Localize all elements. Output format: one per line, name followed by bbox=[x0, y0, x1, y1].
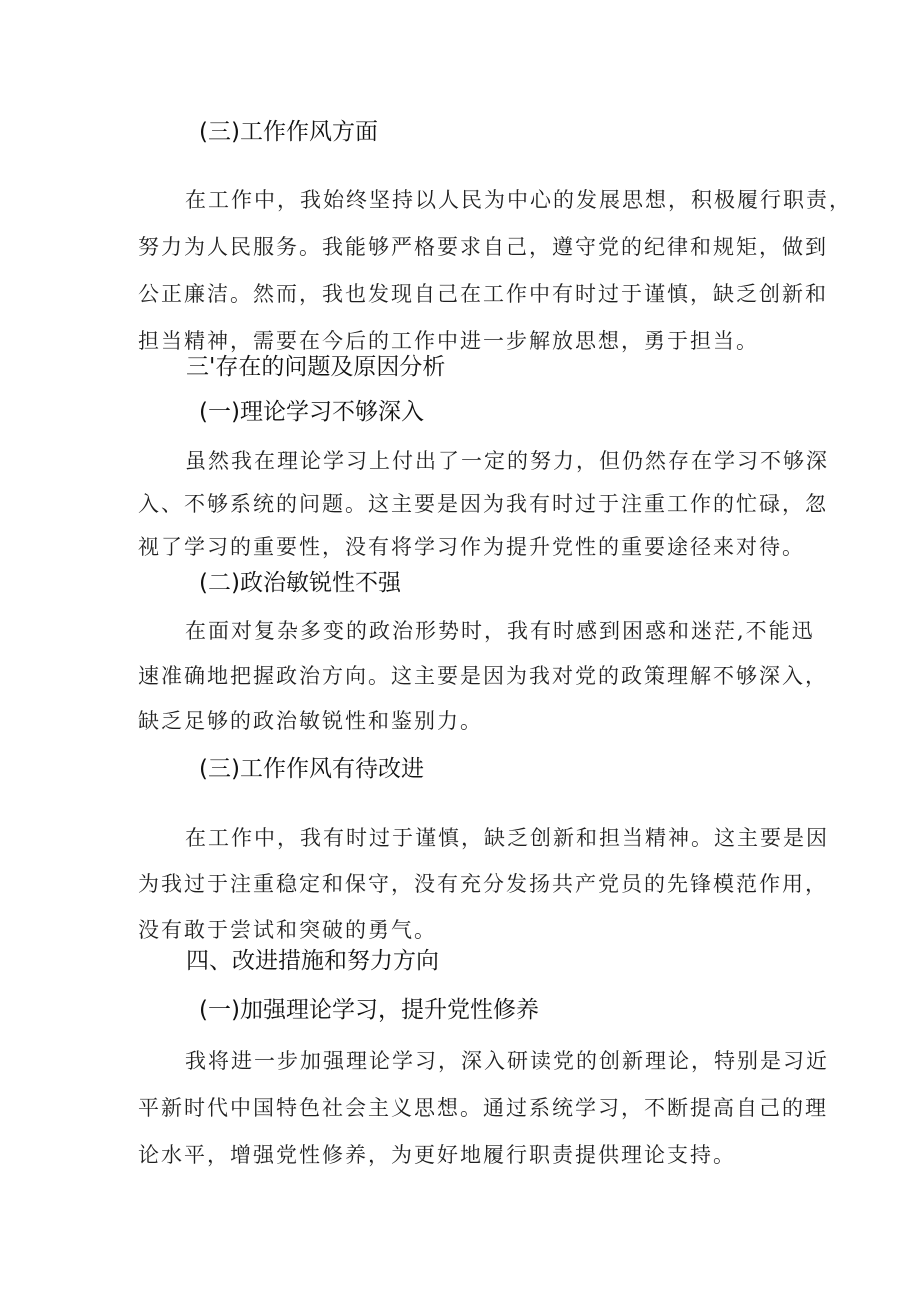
paragraph-line: 平新时代中国特色社会主义思想。通过系统学习，不断提高自己的理 bbox=[138, 1096, 828, 1120]
paragraph-line: 我将进一步加强理论学习，深入研读党的创新理论，特别是习近 bbox=[185, 1049, 829, 1073]
heading-work-style-improve: (三)工作作风有待改进 bbox=[199, 756, 424, 782]
heading-improvement-measures: 四、改进措施和努力方向 bbox=[186, 948, 439, 974]
heading-theory-study: (一)理论学习不够深入 bbox=[199, 399, 424, 425]
paragraph-theory-study bbox=[138, 440, 829, 569]
paragraph-line: 担当精神，需要在今后的工作中进一步解放思想，勇于担当。 bbox=[138, 329, 759, 353]
paragraph-work-style bbox=[138, 177, 852, 365]
paragraph-line: 缺乏足够的政治敏锐性和鉴别力。 bbox=[138, 709, 483, 733]
paragraph-line: 视了学习的重要性，没有将学习作为提升党性的重要途径来对待。 bbox=[138, 535, 805, 559]
paragraph-line: 速准确地把握政治方向。这主要是因为我对党的政策理解不够深入， bbox=[138, 664, 828, 688]
paragraph-strengthen-theory bbox=[138, 1038, 829, 1179]
paragraph-line: 没有敢于尝试和突破的勇气。 bbox=[138, 918, 437, 942]
heading-political-sensitivity: (二)政治敏锐性不强 bbox=[199, 570, 401, 596]
paragraph-political-sensitivity bbox=[138, 609, 828, 744]
paragraph-work-style-improve bbox=[138, 815, 829, 953]
paragraph-line: 公正廉洁。然而，我也发现自己在工作中有时过于谨慎，缺乏创新和 bbox=[138, 282, 828, 306]
paragraph-line: 论水平，增强党性修养，为更好地履行职责提供理论支持。 bbox=[138, 1143, 736, 1167]
paragraph-line: 在工作中，我有时过于谨慎，缺乏创新和担当精神。这主要是因 bbox=[185, 826, 829, 850]
heading-problems-analysis: 三'存在的问题及原因分析 bbox=[186, 354, 446, 380]
paragraph-line: 努力为人民服务。我能够严格要求自己，遵守党的纪律和规矩，做到 bbox=[138, 235, 828, 259]
paragraph-line: 为我过于注重稳定和保守，没有充分发扬共产党员的先锋模范作用， bbox=[138, 872, 828, 896]
heading-work-style: (三)工作作风方面 bbox=[199, 119, 378, 145]
paragraph-line: 在面对复杂多变的政治形势时，我有时感到困惑和迷茫,不能迅 bbox=[185, 619, 815, 643]
paragraph-line: 虽然我在理论学习上付出了一定的努力，但仍然存在学习不够深 bbox=[185, 449, 829, 473]
heading-strengthen-theory: (一)加强理论学习，提升党性修养 bbox=[199, 997, 539, 1023]
paragraph-line: 在工作中，我始终坚持以人民为中心的发展思想，积极履行职责， bbox=[185, 188, 852, 212]
paragraph-line: 入、不够系统的问题。这主要是因为我有时过于注重工作的忙碌，忽 bbox=[138, 492, 828, 516]
